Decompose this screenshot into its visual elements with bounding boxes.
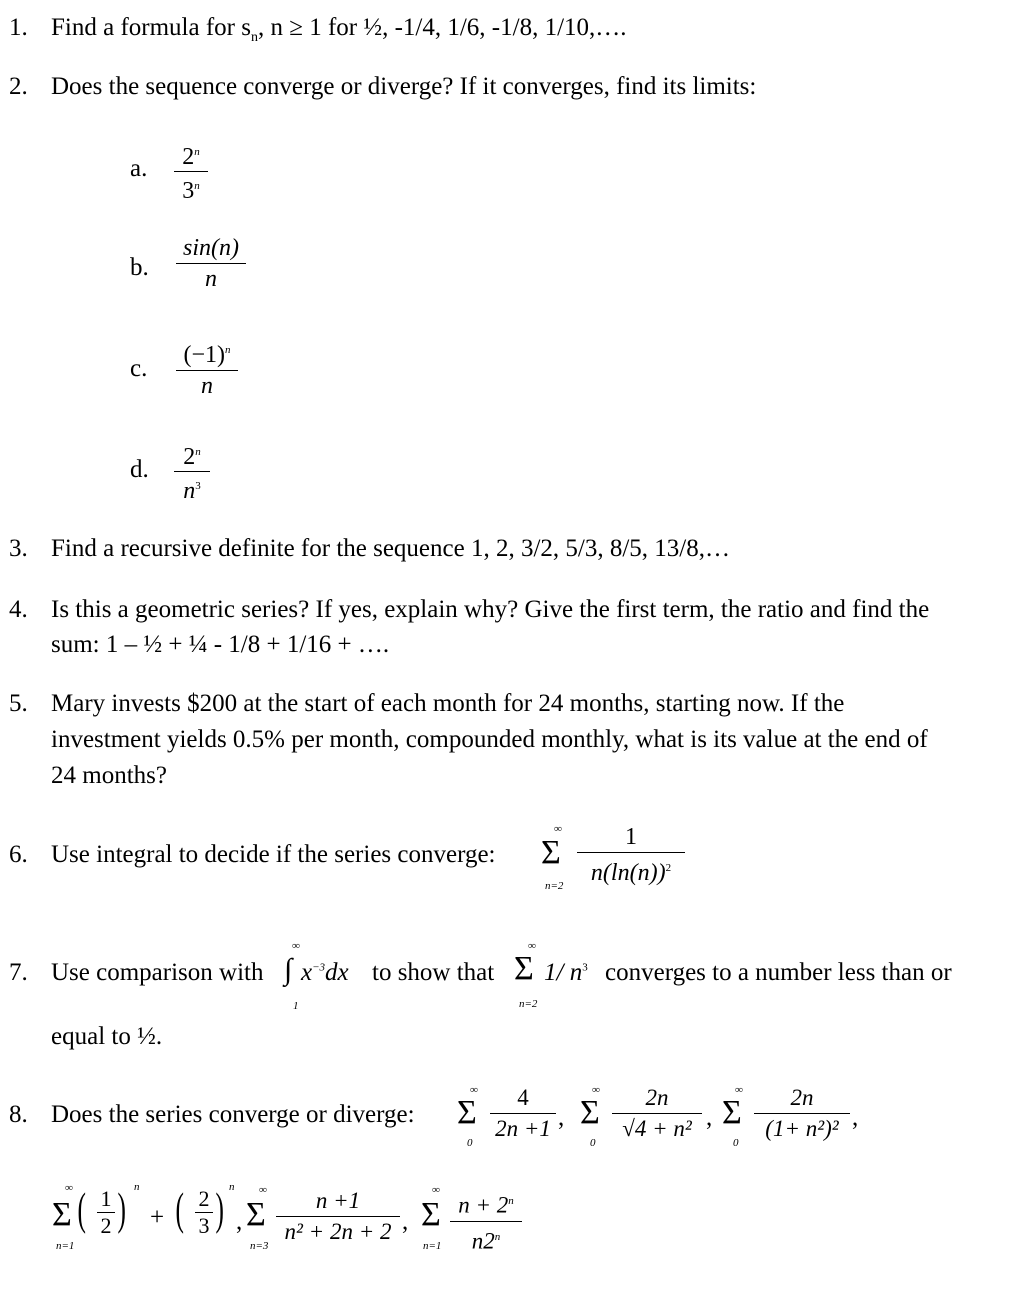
q1-text	[51, 14, 627, 46]
q8-s2-comma: ,	[706, 1104, 713, 1131]
q8-s4-rparen-a: )	[117, 1183, 126, 1234]
q8-s5-comma: ,	[402, 1208, 409, 1235]
q7-int-lower: 1	[293, 1000, 299, 1012]
q5-number: 5.	[9, 690, 28, 717]
q6-sum-upper: ∞	[554, 823, 562, 835]
q8-s4-comma: ,	[236, 1208, 243, 1235]
q7-summand: 1/ $n^3$	[544, 959, 588, 986]
q7-number: 7.	[9, 959, 28, 986]
q8-s4-exp-b: n	[229, 1181, 235, 1193]
q6-sum-lower: n=2	[545, 880, 564, 892]
q1-sub: n	[250, 30, 258, 45]
q2c-label: c.	[130, 355, 148, 382]
q7-text-a: Use comparison with	[51, 959, 264, 986]
q8-s6-upper: ∞	[432, 1184, 440, 1196]
q4-number: 4.	[9, 596, 28, 623]
q8-s5-sigma: Σ	[246, 1196, 266, 1233]
q8-s1-comma: ,	[558, 1104, 565, 1131]
q8-s6-sigma: Σ	[421, 1196, 441, 1233]
q8-number: 8.	[9, 1101, 28, 1128]
q2d-label: d.	[130, 456, 149, 483]
q7-sum-upper: ∞	[528, 940, 536, 952]
q8-s4-upper: ∞	[65, 1182, 73, 1194]
q6-fraction: 1 $n(\ln(n))^2$	[577, 822, 685, 888]
q4-line1: Is this a geometric series? If yes, explain why? Give the first term, the ratio and find the	[51, 596, 930, 623]
q7-line2: equal to ½.	[51, 1023, 163, 1050]
q7-sigma: Σ	[514, 950, 534, 987]
q7-sum-lower: n=2	[519, 998, 538, 1010]
q8-s3-lower: 0	[733, 1137, 739, 1149]
q8-s2-upper: ∞	[592, 1084, 600, 1096]
q8-s6-fraction: $n + 2^n$ n2$^n$	[450, 1186, 522, 1256]
q6-text: Use integral to decide if the series converge:	[51, 841, 496, 868]
q8-s3-fraction: 2n (1+ n²)²	[754, 1083, 850, 1144]
q8-s3-comma: ,	[852, 1104, 859, 1131]
q3-number: 3.	[9, 535, 28, 562]
q5-line1: Mary invests $200 at the start of each month for 24 months, starting now. If the	[51, 690, 845, 717]
q7-text-b: to show that	[372, 959, 495, 986]
q5-line3: 24 months?	[51, 762, 167, 789]
q8-s3-upper: ∞	[735, 1084, 743, 1096]
q7-int-upper: ∞	[292, 940, 300, 952]
q6-sigma: Σ	[541, 834, 561, 871]
q8-s4-sigma: Σ	[52, 1196, 72, 1233]
q8-s1-lower: 0	[467, 1137, 473, 1149]
q2-text: Does the sequence converge or diverge? If it converges, find its limits:	[51, 73, 757, 100]
q8-s1-fraction: 4 2n +1	[490, 1083, 556, 1144]
q1-number: 1.	[9, 14, 28, 41]
q8-s4-fraction-b: 2 3	[195, 1186, 213, 1239]
q5-line2: investment yields 0.5% per month, compounded monthly, what is its value at the end of	[51, 726, 928, 753]
q8-text: Does the series converge or diverge:	[51, 1101, 415, 1128]
q8-s1-sigma: Σ	[457, 1094, 477, 1131]
q1-rest: , n ≥ 1 for ½, -1/4, 1/6, -1/8, 1/10,….	[257, 14, 627, 41]
q8-s4-lparen-b: (	[175, 1183, 184, 1234]
q8-s4-lparen-a: (	[77, 1183, 86, 1234]
q4-line2: sum: 1 – ½ + ¼ - 1/8 + 1/16 + ….	[51, 631, 390, 658]
q8-s4-fraction-a: 1 2	[97, 1186, 115, 1239]
q8-s4-lower: n=1	[56, 1240, 75, 1252]
q2a-fraction: 2$^n$ 3$^n$	[174, 138, 208, 205]
q8-s2-fraction: 2n √4 + n²	[612, 1083, 702, 1144]
q8-s1-upper: ∞	[470, 1084, 478, 1096]
q6-number: 6.	[9, 841, 28, 868]
q8-s3-sigma: Σ	[722, 1094, 742, 1131]
q7-text-c: converges to a number less than or	[605, 959, 952, 986]
q8-s2-sigma: Σ	[580, 1094, 600, 1131]
q8-s6-lower: n=1	[423, 1240, 442, 1252]
q2b-label: b.	[130, 254, 149, 281]
q8-s5-lower: n=3	[250, 1240, 269, 1252]
q8-s5-upper: ∞	[259, 1184, 267, 1196]
q2-number: 2.	[9, 73, 28, 100]
q7-integral-sign: ∫	[284, 953, 293, 986]
q8-s4-rparen-b: )	[215, 1183, 224, 1234]
q2d-fraction: 2$^n$ $n^3$	[174, 438, 210, 505]
q8-s4-plus: +	[150, 1204, 165, 1231]
q8-s5-fraction: n +1 n² + 2n + 2	[276, 1186, 400, 1247]
q2b-fraction: sin(n) n	[176, 233, 246, 294]
q3-text: Find a recursive definite for the sequence 1, 2, 3/2, 5/3, 8/5, 13/8,…	[51, 535, 731, 562]
q8-s2-lower: 0	[590, 1137, 596, 1149]
q7-integrand: $x^{-3}dx$	[301, 959, 349, 986]
q2c-fraction: $(-1)^n$ n	[176, 335, 238, 401]
q2a-label: a.	[130, 155, 148, 182]
q8-s4-exp-a: n	[134, 1181, 140, 1193]
q1-text-main: Find a formula for s	[51, 14, 251, 41]
